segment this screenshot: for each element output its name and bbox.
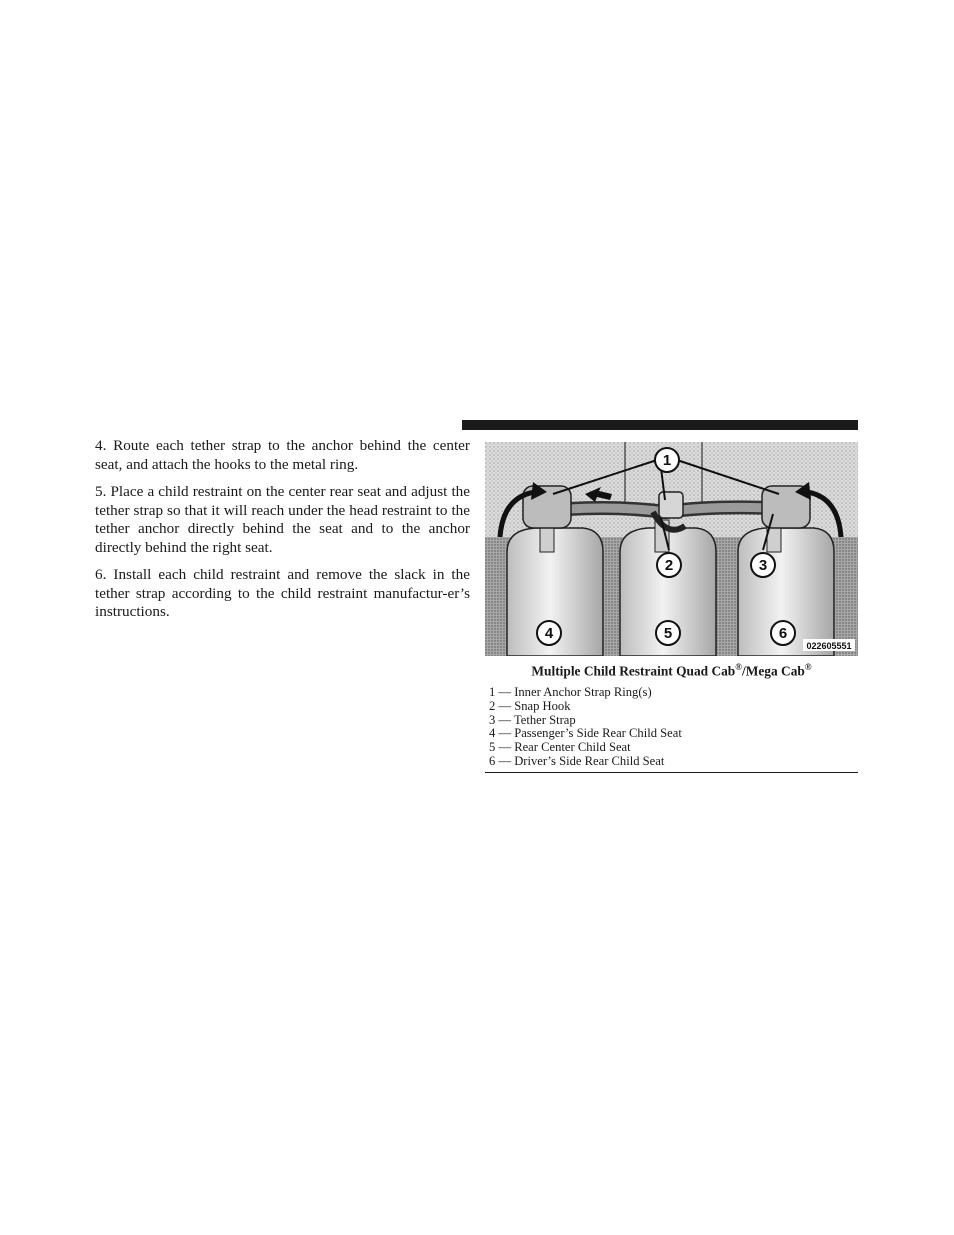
legend-item: 6 — Driver’s Side Rear Child Seat: [489, 753, 665, 768]
legend-item: 2 — Snap Hook: [489, 698, 571, 713]
legend-bottom-rule: [485, 772, 858, 773]
instruction-steps: [95, 437, 470, 631]
registered-mark-2: ®: [804, 662, 812, 672]
step-4: 4. Route each tether strap to the anchor behind the center seat, and attach the hooks to the metal ring.: [95, 437, 470, 473]
callout-6: 6: [778, 625, 788, 642]
legend-item: 4 — Passenger’s Side Rear Child Seat: [489, 726, 682, 741]
callout-2: 2: [664, 557, 674, 574]
legend-item: 5 — Rear Center Child Seat: [489, 740, 631, 755]
legend-item: 3 — Tether Strap: [489, 712, 576, 727]
tether-illustration: [485, 442, 858, 656]
caption-text-2: /Mega Cab: [742, 663, 805, 679]
callout-5: 5: [663, 625, 673, 642]
callout-1: 1: [662, 452, 672, 469]
step-5: 5. Place a child restraint on the center rear seat and adjust the tether strap so that it will reach under the head restraint to the tether anchor directly behind the seat and to the anchor directly behind the right seat.: [95, 483, 470, 556]
registered-mark: ®: [735, 662, 742, 672]
callout-3: 3: [758, 557, 768, 574]
section-header-bar: [462, 420, 858, 430]
figure-caption: [485, 662, 858, 679]
legend-item: 1 — Inner Anchor Strap Ring(s): [489, 685, 652, 699]
figure-code: 022605551: [806, 641, 852, 651]
callout-4: 4: [544, 625, 554, 642]
figure-legend: [489, 686, 858, 769]
caption-text: Multiple Child Restraint Quad Cab: [531, 663, 736, 679]
step-6: 6. Install each child restraint and remove the slack in the tether strap according to the child restraint manufactur-er’s instructions.: [95, 566, 470, 620]
